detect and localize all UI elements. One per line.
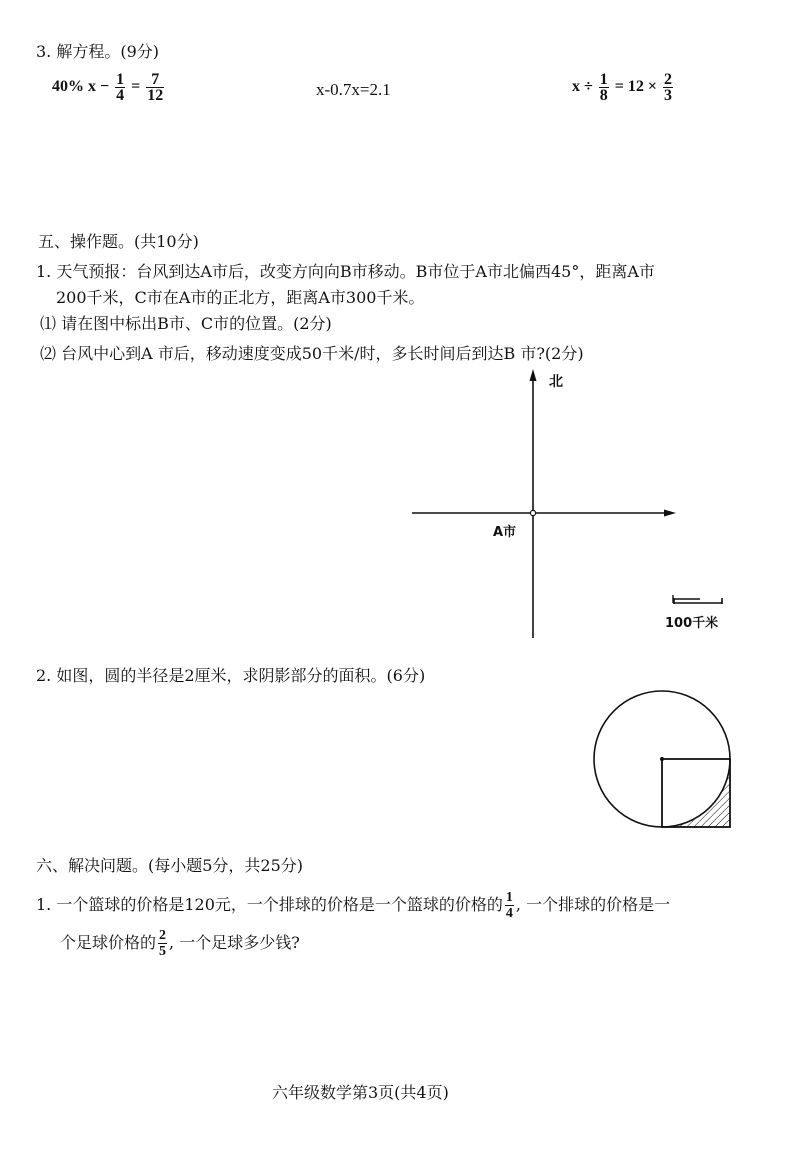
s6-q1-text-a: 1. 一个篮球的价格是120元，一个排球的价格是一个篮球的价格的 — [36, 895, 503, 914]
eq3-fraction-2: $\frac{2}{3}$ — [664, 71, 673, 104]
eq3-middle: = 12 × — [610, 78, 662, 96]
circle-figure — [590, 690, 736, 836]
eq1-fraction-1: $\frac{1}{4}$ — [116, 71, 125, 104]
section5-title: 五、操作题。(共10分) — [38, 232, 199, 251]
equation-1 — [52, 72, 166, 103]
s5-q1-line2: 200千米，C市在A市的正北方，距离A市300千米。 — [56, 288, 425, 307]
s6-q1-fraction-1: $\frac{1}{4}$ — [505, 890, 513, 921]
equation-3 — [572, 72, 675, 103]
s5-q1-sub1: ⑴ 请在图中标出B市、C市的位置。(2分) — [40, 314, 332, 333]
north-label: 北 — [549, 374, 563, 390]
s6-q1-text-b: , 一个排球的价格是一 — [515, 895, 671, 914]
circle-center — [660, 757, 664, 761]
shaded-region — [662, 759, 730, 827]
eq3-fraction-1: $\frac{1}{8}$ — [599, 71, 608, 104]
eq3-prefix: x ÷ — [572, 78, 597, 96]
s6-q1-text-d: , 一个足球多少钱? — [169, 933, 300, 952]
eq1-prefix: 40% x − — [52, 78, 114, 96]
scale-label: 100千米 — [665, 616, 719, 631]
scale-indicator — [660, 590, 740, 634]
eq1-fraction-2: $\frac{7}{12}$ — [147, 71, 164, 104]
eq1-equals: = — [127, 78, 145, 96]
s6-q1-line1 — [36, 890, 670, 921]
s5-q2: 2. 如图，圆的半径是2厘米，求阴影部分的面积。(6分) — [36, 666, 426, 685]
east-arrow-icon — [664, 510, 676, 517]
s5-q1-line1: 1. 天气预报：台风到达A市后，改变方向向B市移动。B市位于A市北偏西45°，距离A市 — [36, 262, 655, 281]
north-arrow-icon — [530, 369, 537, 381]
section6-title: 六、解决问题。(每小题5分，共25分) — [36, 856, 304, 875]
s6-q1-fraction-2: $\frac{2}{5}$ — [159, 928, 167, 959]
equation-2: x-0.7x=2.1 — [316, 80, 391, 99]
q3-title: 3. 解方程。(9分) — [36, 42, 160, 61]
s6-q1-text-c: 个足球价格的 — [60, 933, 157, 952]
s6-q1-line2 — [60, 928, 300, 959]
direction-map — [400, 365, 700, 645]
page-footer: 六年级数学第3页(共4页) — [272, 1083, 449, 1102]
s5-q1-sub2: ⑵ 台风中心到A 市后，移动速度变成50千米/时，多长时间后到达B 市?(2分) — [40, 344, 584, 363]
origin-point — [530, 510, 535, 515]
origin-label: A市 — [493, 525, 517, 540]
